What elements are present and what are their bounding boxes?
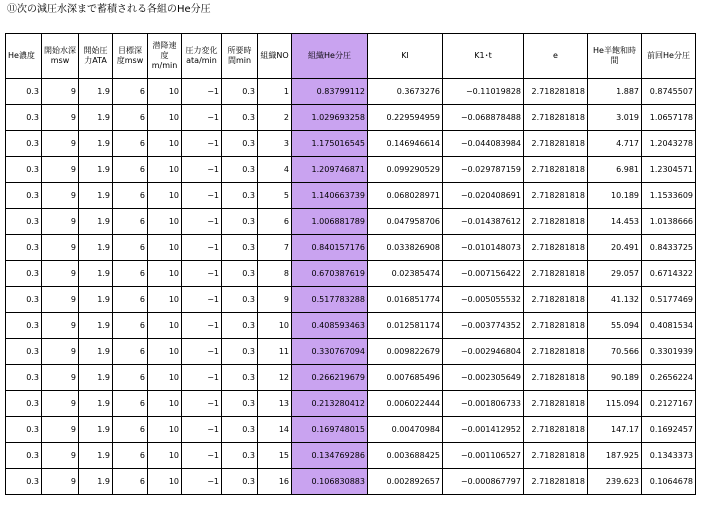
cell-previous-he-pressure[interactable]: 0.1343373: [642, 443, 696, 469]
cell-start-pressure[interactable]: 1.9: [79, 235, 113, 261]
cell-tissue-he-pressure[interactable]: 0.134769286: [292, 443, 368, 469]
header-row: [6, 34, 696, 79]
cell-e-constant[interactable]: 2.718281818: [524, 235, 588, 261]
cell-required-time[interactable]: 0.3: [222, 391, 258, 417]
cell-pressure-change[interactable]: −1: [182, 157, 222, 183]
cell-k1-t[interactable]: −0.001106527: [443, 443, 524, 469]
cell-start-depth[interactable]: 9: [42, 469, 79, 495]
cell-he-half-time[interactable]: 20.491: [588, 235, 642, 261]
cell-previous-he-pressure[interactable]: 0.3301939: [642, 339, 696, 365]
header-target-depth: 目標深度msw: [113, 34, 148, 79]
cell-start-depth[interactable]: 9: [42, 391, 79, 417]
header-start-pressure: 開始圧力ATA: [79, 34, 113, 79]
cell-target-depth[interactable]: 6: [113, 131, 148, 157]
cell-he-half-time[interactable]: 115.094: [588, 391, 642, 417]
cell-start-pressure[interactable]: 1.9: [79, 391, 113, 417]
cell-he-concentration[interactable]: 0.3: [6, 79, 42, 105]
cell-descent-rate[interactable]: 10: [148, 391, 182, 417]
cell-e-constant[interactable]: 2.718281818: [524, 469, 588, 495]
cell-pressure-change[interactable]: −1: [182, 235, 222, 261]
table-row: [6, 131, 696, 157]
cell-k1-t[interactable]: −0.010148073: [443, 235, 524, 261]
header-previous-he-pressure: 前回He分圧: [642, 34, 696, 79]
cell-required-time[interactable]: 0.3: [222, 131, 258, 157]
cell-he-concentration[interactable]: 0.3: [6, 261, 42, 287]
cell-pressure-change[interactable]: −1: [182, 183, 222, 209]
cell-tissue-no[interactable]: 16: [258, 469, 292, 495]
cell-tissue-no[interactable]: 4: [258, 157, 292, 183]
cell-e-constant[interactable]: 2.718281818: [524, 209, 588, 235]
cell-tissue-no[interactable]: 9: [258, 287, 292, 313]
cell-required-time[interactable]: 0.3: [222, 261, 258, 287]
cell-required-time[interactable]: 0.3: [222, 105, 258, 131]
cell-he-half-time[interactable]: 70.566: [588, 339, 642, 365]
cell-he-half-time[interactable]: 14.453: [588, 209, 642, 235]
cell-descent-rate[interactable]: 10: [148, 235, 182, 261]
cell-tissue-he-pressure[interactable]: 0.517783288: [292, 287, 368, 313]
cell-k1-t[interactable]: −0.029787159: [443, 157, 524, 183]
cell-tissue-no[interactable]: 13: [258, 391, 292, 417]
header-he-half-time: He半飽和時間: [588, 34, 642, 79]
cell-start-pressure[interactable]: 1.9: [79, 469, 113, 495]
cell-start-depth[interactable]: 9: [42, 443, 79, 469]
header-pressure-change: 圧力変化ata/min: [182, 34, 222, 79]
cell-previous-he-pressure[interactable]: 1.2304571: [642, 157, 696, 183]
cell-k1-t[interactable]: −0.001412952: [443, 417, 524, 443]
cell-pressure-change[interactable]: −1: [182, 105, 222, 131]
sheet-title: ⑪次の減圧水深まで蓄積される各組のHe分圧: [7, 4, 211, 15]
cell-tissue-he-pressure[interactable]: 0.408593463: [292, 313, 368, 339]
cell-required-time[interactable]: 0.3: [222, 469, 258, 495]
cell-he-concentration[interactable]: 0.3: [6, 209, 42, 235]
cell-he-half-time[interactable]: 4.717: [588, 131, 642, 157]
table-row: [6, 469, 696, 495]
cell-tissue-he-pressure[interactable]: 0.330767094: [292, 339, 368, 365]
cell-k1-t[interactable]: −0.001806733: [443, 391, 524, 417]
cell-pressure-change[interactable]: −1: [182, 365, 222, 391]
cell-e-constant[interactable]: 2.718281818: [524, 417, 588, 443]
cell-previous-he-pressure[interactable]: 0.6714322: [642, 261, 696, 287]
cell-k1[interactable]: 0.002892657: [368, 469, 443, 495]
cell-he-half-time[interactable]: 10.189: [588, 183, 642, 209]
header-tissue-he-pressure: 組織He分圧: [292, 34, 368, 79]
cell-tissue-he-pressure[interactable]: 1.209746871: [292, 157, 368, 183]
cell-descent-rate[interactable]: 10: [148, 183, 182, 209]
cell-pressure-change[interactable]: −1: [182, 339, 222, 365]
cell-start-pressure[interactable]: 1.9: [79, 79, 113, 105]
cell-required-time[interactable]: 0.3: [222, 365, 258, 391]
cell-previous-he-pressure[interactable]: 1.1533609: [642, 183, 696, 209]
cell-tissue-no[interactable]: 6: [258, 209, 292, 235]
cell-he-half-time[interactable]: 239.623: [588, 469, 642, 495]
cell-descent-rate[interactable]: 10: [148, 157, 182, 183]
cell-start-depth[interactable]: 9: [42, 365, 79, 391]
cell-e-constant[interactable]: 2.718281818: [524, 131, 588, 157]
cell-target-depth[interactable]: 6: [113, 183, 148, 209]
cell-e-constant[interactable]: 2.718281818: [524, 313, 588, 339]
cell-start-pressure[interactable]: 1.9: [79, 157, 113, 183]
cell-target-depth[interactable]: 6: [113, 235, 148, 261]
cell-tissue-no[interactable]: 14: [258, 417, 292, 443]
cell-previous-he-pressure[interactable]: 1.0138666: [642, 209, 696, 235]
cell-start-depth[interactable]: 9: [42, 417, 79, 443]
cell-he-concentration[interactable]: 0.3: [6, 287, 42, 313]
header-required-time: 所要時間min: [222, 34, 258, 79]
table-row: [6, 313, 696, 339]
cell-he-concentration[interactable]: 0.3: [6, 391, 42, 417]
cell-e-constant[interactable]: 2.718281818: [524, 157, 588, 183]
cell-he-concentration[interactable]: 0.3: [6, 235, 42, 261]
cell-pressure-change[interactable]: −1: [182, 261, 222, 287]
table-row: [6, 391, 696, 417]
cell-previous-he-pressure[interactable]: 0.2127167: [642, 391, 696, 417]
cell-k1[interactable]: 0.003688425: [368, 443, 443, 469]
cell-tissue-no[interactable]: 2: [258, 105, 292, 131]
cell-required-time[interactable]: 0.3: [222, 313, 258, 339]
cell-tissue-no[interactable]: 5: [258, 183, 292, 209]
cell-previous-he-pressure[interactable]: 0.5177469: [642, 287, 696, 313]
cell-tissue-he-pressure[interactable]: 1.029693258: [292, 105, 368, 131]
cell-pressure-change[interactable]: −1: [182, 443, 222, 469]
cell-start-depth[interactable]: 9: [42, 131, 79, 157]
table-body: [6, 79, 696, 495]
cell-he-concentration[interactable]: 0.3: [6, 443, 42, 469]
cell-tissue-no[interactable]: 12: [258, 365, 292, 391]
cell-k1[interactable]: 0.068028971: [368, 183, 443, 209]
cell-pressure-change[interactable]: −1: [182, 209, 222, 235]
cell-e-constant[interactable]: 2.718281818: [524, 183, 588, 209]
table-row: [6, 157, 696, 183]
cell-k1-t[interactable]: −0.068878488: [443, 105, 524, 131]
cell-target-depth[interactable]: 6: [113, 209, 148, 235]
cell-required-time[interactable]: 0.3: [222, 79, 258, 105]
cell-he-half-time[interactable]: 3.019: [588, 105, 642, 131]
cell-pressure-change[interactable]: −1: [182, 79, 222, 105]
table-row: [6, 209, 696, 235]
cell-descent-rate[interactable]: 10: [148, 79, 182, 105]
cell-he-concentration[interactable]: 0.3: [6, 313, 42, 339]
cell-tissue-no[interactable]: 11: [258, 339, 292, 365]
cell-start-pressure[interactable]: 1.9: [79, 313, 113, 339]
cell-start-depth[interactable]: 9: [42, 235, 79, 261]
cell-tissue-he-pressure[interactable]: 0.670387619: [292, 261, 368, 287]
cell-he-concentration[interactable]: 0.3: [6, 417, 42, 443]
cell-tissue-he-pressure[interactable]: 0.266219679: [292, 365, 368, 391]
cell-target-depth[interactable]: 6: [113, 391, 148, 417]
cell-k1[interactable]: 0.012581174: [368, 313, 443, 339]
cell-k1[interactable]: 0.047958706: [368, 209, 443, 235]
cell-tissue-he-pressure[interactable]: 1.175016545: [292, 131, 368, 157]
cell-start-depth[interactable]: 9: [42, 157, 79, 183]
cell-start-depth[interactable]: 9: [42, 79, 79, 105]
cell-tissue-he-pressure[interactable]: 0.83799112: [292, 79, 368, 105]
cell-descent-rate[interactable]: 10: [148, 365, 182, 391]
header-he-concentration: He濃度: [6, 34, 42, 79]
cell-tissue-he-pressure[interactable]: 0.106830883: [292, 469, 368, 495]
cell-start-depth[interactable]: 9: [42, 287, 79, 313]
cell-start-pressure[interactable]: 1.9: [79, 443, 113, 469]
cell-descent-rate[interactable]: 10: [148, 209, 182, 235]
cell-tissue-no[interactable]: 1: [258, 79, 292, 105]
cell-previous-he-pressure[interactable]: 0.8433725: [642, 235, 696, 261]
cell-start-depth[interactable]: 9: [42, 313, 79, 339]
cell-he-half-time[interactable]: 187.925: [588, 443, 642, 469]
cell-pressure-change[interactable]: −1: [182, 313, 222, 339]
cell-k1-t[interactable]: −0.11019828: [443, 79, 524, 105]
cell-previous-he-pressure[interactable]: 0.4081534: [642, 313, 696, 339]
cell-e-constant[interactable]: 2.718281818: [524, 261, 588, 287]
cell-e-constant[interactable]: 2.718281818: [524, 79, 588, 105]
header-tissue-no: 組織NO: [258, 34, 292, 79]
cell-required-time[interactable]: 0.3: [222, 287, 258, 313]
cell-required-time[interactable]: 0.3: [222, 339, 258, 365]
cell-tissue-he-pressure[interactable]: 0.213280412: [292, 391, 368, 417]
cell-he-half-time[interactable]: 41.132: [588, 287, 642, 313]
cell-pressure-change[interactable]: −1: [182, 391, 222, 417]
cell-previous-he-pressure[interactable]: 0.8745507: [642, 79, 696, 105]
cell-k1-t[interactable]: −0.044083984: [443, 131, 524, 157]
cell-k1-t[interactable]: −0.014387612: [443, 209, 524, 235]
cell-k1-t[interactable]: −0.005055532: [443, 287, 524, 313]
cell-start-pressure[interactable]: 1.9: [79, 261, 113, 287]
data-table: [5, 33, 696, 495]
cell-k1[interactable]: 0.3673276: [368, 79, 443, 105]
cell-he-concentration[interactable]: 0.3: [6, 105, 42, 131]
cell-he-half-time[interactable]: 29.057: [588, 261, 642, 287]
cell-required-time[interactable]: 0.3: [222, 443, 258, 469]
cell-he-concentration[interactable]: 0.3: [6, 469, 42, 495]
cell-target-depth[interactable]: 6: [113, 339, 148, 365]
cell-he-concentration[interactable]: 0.3: [6, 131, 42, 157]
cell-start-depth[interactable]: 9: [42, 209, 79, 235]
cell-k1[interactable]: 0.146946614: [368, 131, 443, 157]
cell-k1-t[interactable]: −0.000867797: [443, 469, 524, 495]
cell-e-constant[interactable]: 2.718281818: [524, 105, 588, 131]
cell-descent-rate[interactable]: 10: [148, 105, 182, 131]
cell-he-half-time[interactable]: 6.981: [588, 157, 642, 183]
cell-previous-he-pressure[interactable]: 0.1692457: [642, 417, 696, 443]
cell-descent-rate[interactable]: 10: [148, 339, 182, 365]
cell-descent-rate[interactable]: 10: [148, 261, 182, 287]
cell-tissue-no[interactable]: 7: [258, 235, 292, 261]
cell-target-depth[interactable]: 6: [113, 443, 148, 469]
cell-start-depth[interactable]: 9: [42, 339, 79, 365]
cell-e-constant[interactable]: 2.718281818: [524, 339, 588, 365]
cell-descent-rate[interactable]: 10: [148, 131, 182, 157]
cell-he-half-time[interactable]: 147.17: [588, 417, 642, 443]
table-row: [6, 79, 696, 105]
cell-start-pressure[interactable]: 1.9: [79, 287, 113, 313]
cell-k1[interactable]: 0.00470984: [368, 417, 443, 443]
header-start-depth: 開始水深msw: [42, 34, 79, 79]
table-row: [6, 417, 696, 443]
cell-required-time[interactable]: 0.3: [222, 157, 258, 183]
cell-start-depth[interactable]: 9: [42, 183, 79, 209]
cell-previous-he-pressure[interactable]: 1.2043278: [642, 131, 696, 157]
cell-descent-rate[interactable]: 10: [148, 417, 182, 443]
cell-target-depth[interactable]: 6: [113, 261, 148, 287]
cell-start-pressure[interactable]: 1.9: [79, 105, 113, 131]
cell-start-depth[interactable]: 9: [42, 261, 79, 287]
cell-k1-t[interactable]: −0.002305649: [443, 365, 524, 391]
cell-k1-t[interactable]: −0.002946804: [443, 339, 524, 365]
cell-he-half-time[interactable]: 90.189: [588, 365, 642, 391]
table-row: [6, 339, 696, 365]
cell-e-constant[interactable]: 2.718281818: [524, 287, 588, 313]
cell-start-depth[interactable]: 9: [42, 105, 79, 131]
cell-k1[interactable]: 0.016851774: [368, 287, 443, 313]
cell-required-time[interactable]: 0.3: [222, 417, 258, 443]
cell-k1[interactable]: 0.006022444: [368, 391, 443, 417]
cell-k1-t[interactable]: −0.007156422: [443, 261, 524, 287]
cell-k1-t[interactable]: −0.003774352: [443, 313, 524, 339]
cell-target-depth[interactable]: 6: [113, 79, 148, 105]
header-descent-rate: 潜降速度m/min: [148, 34, 182, 79]
cell-he-concentration[interactable]: 0.3: [6, 365, 42, 391]
cell-he-concentration[interactable]: 0.3: [6, 157, 42, 183]
cell-start-pressure[interactable]: 1.9: [79, 417, 113, 443]
cell-target-depth[interactable]: 6: [113, 287, 148, 313]
cell-target-depth[interactable]: 6: [113, 105, 148, 131]
cell-he-half-time[interactable]: 55.094: [588, 313, 642, 339]
cell-descent-rate[interactable]: 10: [148, 313, 182, 339]
cell-k1[interactable]: 0.229594959: [368, 105, 443, 131]
cell-tissue-he-pressure[interactable]: 1.140663739: [292, 183, 368, 209]
cell-previous-he-pressure[interactable]: 0.1064678: [642, 469, 696, 495]
table-row: [6, 443, 696, 469]
table-row: [6, 183, 696, 209]
cell-start-pressure[interactable]: 1.9: [79, 209, 113, 235]
cell-tissue-no[interactable]: 3: [258, 131, 292, 157]
cell-target-depth[interactable]: 6: [113, 469, 148, 495]
header-e-constant: e: [524, 34, 588, 79]
cell-required-time[interactable]: 0.3: [222, 183, 258, 209]
cell-previous-he-pressure[interactable]: 0.2656224: [642, 365, 696, 391]
cell-he-half-time[interactable]: 1.887: [588, 79, 642, 105]
cell-previous-he-pressure[interactable]: 1.0657178: [642, 105, 696, 131]
cell-pressure-change[interactable]: −1: [182, 287, 222, 313]
cell-tissue-he-pressure[interactable]: 1.006881789: [292, 209, 368, 235]
cell-pressure-change[interactable]: −1: [182, 131, 222, 157]
cell-tissue-no[interactable]: 8: [258, 261, 292, 287]
cell-tissue-no[interactable]: 10: [258, 313, 292, 339]
cell-pressure-change[interactable]: −1: [182, 417, 222, 443]
header-k1-t: K1･t: [443, 34, 524, 79]
cell-descent-rate[interactable]: 10: [148, 287, 182, 313]
cell-target-depth[interactable]: 6: [113, 313, 148, 339]
header-k1: KI: [368, 34, 443, 79]
cell-e-constant[interactable]: 2.718281818: [524, 365, 588, 391]
cell-tissue-he-pressure[interactable]: 0.840157176: [292, 235, 368, 261]
table-row: [6, 287, 696, 313]
cell-required-time[interactable]: 0.3: [222, 209, 258, 235]
cell-target-depth[interactable]: 6: [113, 157, 148, 183]
cell-he-concentration[interactable]: 0.3: [6, 339, 42, 365]
cell-k1[interactable]: 0.02385474: [368, 261, 443, 287]
cell-start-pressure[interactable]: 1.9: [79, 183, 113, 209]
cell-k1[interactable]: 0.033826908: [368, 235, 443, 261]
cell-start-pressure[interactable]: 1.9: [79, 339, 113, 365]
cell-tissue-no[interactable]: 15: [258, 443, 292, 469]
cell-pressure-change[interactable]: −1: [182, 469, 222, 495]
cell-descent-rate[interactable]: 10: [148, 469, 182, 495]
cell-start-pressure[interactable]: 1.9: [79, 131, 113, 157]
table-row: [6, 365, 696, 391]
table-row: [6, 235, 696, 261]
cell-k1[interactable]: 0.009822679: [368, 339, 443, 365]
cell-target-depth[interactable]: 6: [113, 365, 148, 391]
cell-k1[interactable]: 0.099290529: [368, 157, 443, 183]
cell-k1-t[interactable]: −0.020408691: [443, 183, 524, 209]
cell-e-constant[interactable]: 2.718281818: [524, 391, 588, 417]
cell-tissue-he-pressure[interactable]: 0.169748015: [292, 417, 368, 443]
cell-target-depth[interactable]: 6: [113, 417, 148, 443]
table-row: [6, 261, 696, 287]
table-row: [6, 105, 696, 131]
cell-he-concentration[interactable]: 0.3: [6, 183, 42, 209]
cell-descent-rate[interactable]: 10: [148, 443, 182, 469]
cell-e-constant[interactable]: 2.718281818: [524, 443, 588, 469]
cell-k1[interactable]: 0.007685496: [368, 365, 443, 391]
cell-start-pressure[interactable]: 1.9: [79, 365, 113, 391]
cell-required-time[interactable]: 0.3: [222, 235, 258, 261]
